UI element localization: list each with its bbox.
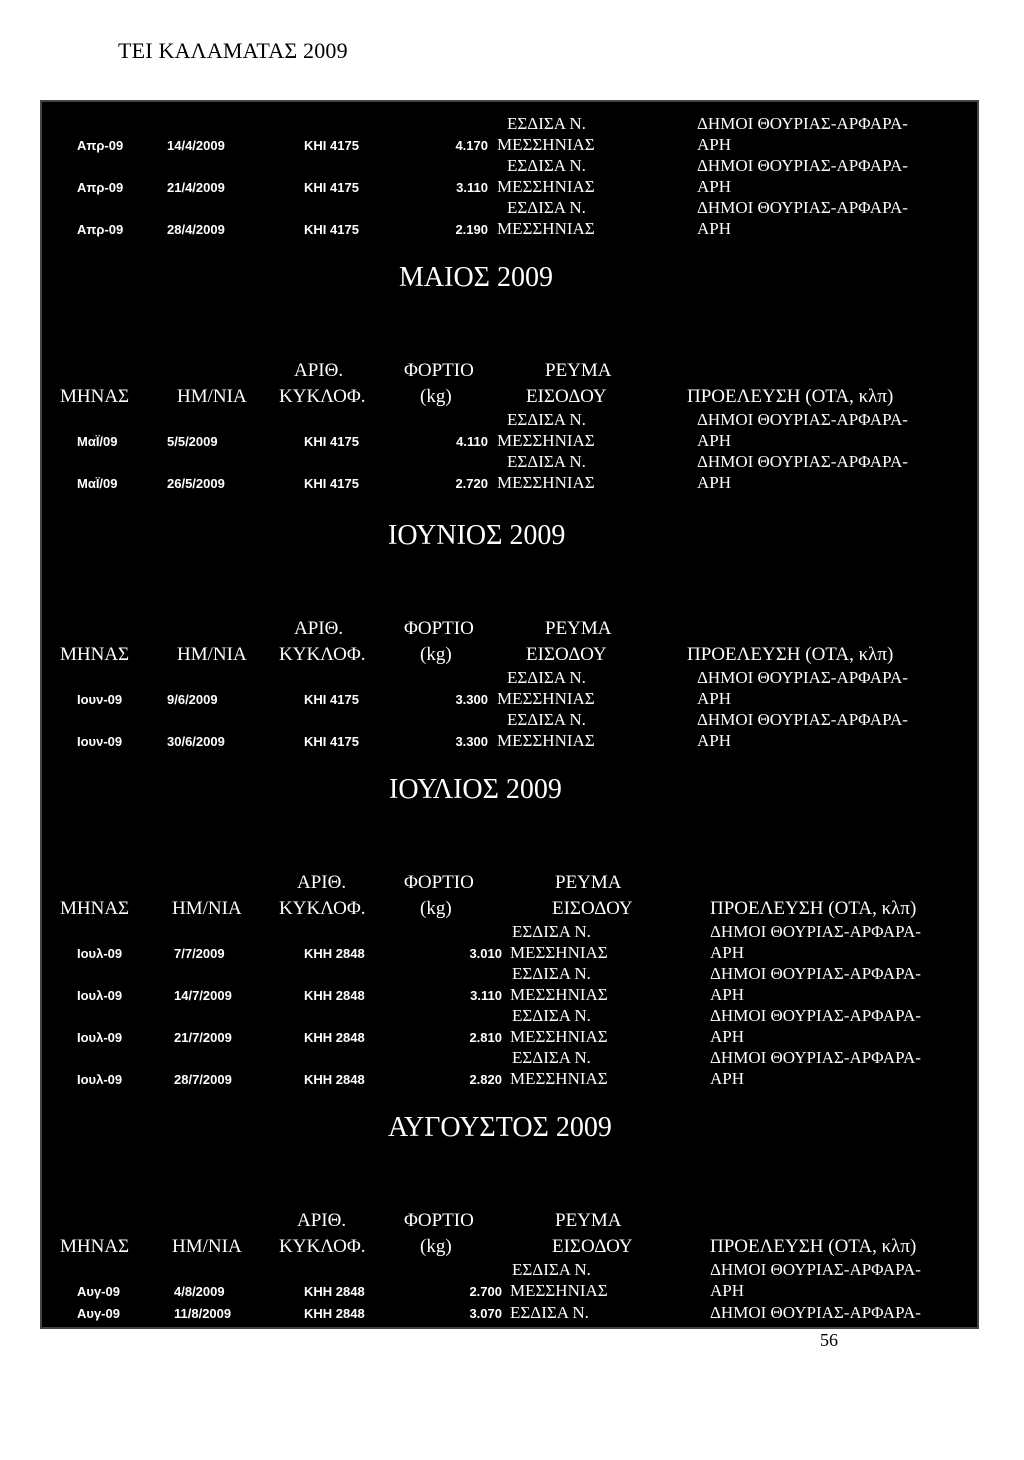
vehicle-header-bottom: ΚΥΚΛΟΦ. — [279, 386, 366, 407]
stream-bottom: ΜΕΣΣΗΝΙΑΣ — [497, 135, 595, 154]
load-cell: 4.110 — [456, 434, 488, 449]
stream-header-bottom: ΕΙΣΟΔΟΥ — [526, 386, 607, 407]
origin-top: ΔΗΜΟΙ ΘΟΥΡΙΑΣ-ΑΡΦΑΡΑ- — [710, 964, 921, 983]
vehicle-cell: ΚΗΗ 2848 — [304, 946, 365, 961]
load-cell: 3.110 — [456, 180, 488, 195]
origin-top: ΔΗΜΟΙ ΘΟΥΡΙΑΣ-ΑΡΦΑΡΑ- — [697, 114, 908, 133]
load-cell: 2.820 — [469, 1072, 502, 1087]
origin-top: ΔΗΜΟΙ ΘΟΥΡΙΑΣ-ΑΡΦΑΡΑ- — [697, 410, 908, 429]
date-cell: 26/5/2009 — [167, 476, 225, 491]
vehicle-cell: ΚΗΙ 4175 — [304, 734, 359, 749]
page-number: 56 — [820, 1330, 838, 1350]
load-header-top: ΦΟΡΤΙΟ — [404, 618, 474, 639]
stream-bottom: ΜΕΣΣΗΝΙΑΣ — [497, 431, 595, 450]
stream-top: ΕΣΔΙΣΑ Ν. — [507, 114, 586, 133]
load-header-top: ΦΟΡΤΙΟ — [404, 1210, 474, 1231]
stream-bottom: ΜΕΣΣΗΝΙΑΣ — [497, 689, 595, 708]
month-header: ΜΗΝΑΣ — [60, 386, 130, 407]
date-cell: 21/7/2009 — [174, 1030, 232, 1045]
month-header: ΜΗΝΑΣ — [60, 1236, 130, 1257]
load-cell: 3.110 — [470, 988, 502, 1003]
vehicle-cell: ΚΗΙ 4175 — [304, 138, 359, 153]
load-cell: 3.300 — [455, 692, 488, 707]
origin-top: ΔΗΜΟΙ ΘΟΥΡΙΑΣ-ΑΡΦΑΡΑ- — [710, 1006, 921, 1025]
load-cell: 4.170 — [455, 138, 488, 153]
vehicle-header-top: ΑΡΙΘ. — [294, 618, 344, 639]
section-title: ΜΑΙΟΣ 2009 — [399, 262, 553, 293]
stream-top: ΕΣΔΙΣΑ Ν. — [507, 710, 586, 729]
load-cell: 3.010 — [469, 946, 502, 961]
section-title: ΙΟΥΛΙΟΣ 2009 — [389, 774, 562, 805]
date-cell: 28/4/2009 — [167, 222, 225, 237]
stream-header-top: ΡΕΥΜΑ — [545, 360, 612, 381]
origin-bottom: ΑΡΗ — [697, 689, 732, 708]
origin-bottom: ΑΡΗ — [710, 985, 745, 1004]
stream-top: ΕΣΔΙΣΑ Ν. — [512, 1006, 591, 1025]
month-cell: Απρ-09 — [77, 138, 124, 153]
origin-bottom: ΑΡΗ — [697, 135, 732, 154]
origin-top: ΔΗΜΟΙ ΘΟΥΡΙΑΣ-ΑΡΦΑΡΑ- — [697, 156, 908, 175]
page-header: ΤΕΙ ΚΑΛΑΜΑΤΑΣ 2009 — [118, 38, 348, 63]
date-cell: 9/6/2009 — [167, 692, 218, 707]
stream-header-bottom: ΕΙΣΟΔΟΥ — [526, 644, 607, 665]
stream-top: ΕΣΔΙΣΑ Ν. — [507, 452, 586, 471]
load-header-top: ΦΟΡΤΙΟ — [404, 360, 474, 381]
stream-top: ΕΣΔΙΣΑ Ν. — [507, 198, 586, 217]
month-cell: Ιουλ-09 — [77, 1072, 123, 1087]
stream-top: ΕΣΔΙΣΑ Ν. — [507, 156, 586, 175]
vehicle-cell: ΚΗΗ 2848 — [304, 1072, 365, 1087]
load-cell: 3.300 — [455, 734, 488, 749]
stream-top: ΕΣΔΙΣΑ Ν. — [507, 410, 586, 429]
month-header: ΜΗΝΑΣ — [60, 644, 130, 665]
load-cell: 3.070 — [469, 1306, 502, 1321]
origin-top: ΔΗΜΟΙ ΘΟΥΡΙΑΣ-ΑΡΦΑΡΑ- — [710, 922, 921, 941]
origin-bottom: ΑΡΗ — [697, 473, 732, 492]
date-header: ΗΜ/ΝΙΑ — [172, 898, 242, 919]
load-header-bottom: (kg) — [420, 1236, 452, 1257]
month-cell: Ιουν-09 — [77, 734, 123, 749]
section-title: ΑΥΓΟΥΣΤΟΣ 2009 — [388, 1112, 612, 1143]
date-cell: 30/6/2009 — [167, 734, 225, 749]
load-header-bottom: (kg) — [420, 898, 452, 919]
stream-bottom: ΜΕΣΣΗΝΙΑΣ — [510, 1069, 608, 1088]
month-cell: Απρ-09 — [77, 222, 124, 237]
stream-bottom: ΕΣΔΙΣΑ Ν. — [510, 1303, 589, 1322]
origin-header: ΠΡΟΕΛΕΥΣΗ (ΟΤΑ, κλπ) — [687, 386, 894, 407]
origin-bottom: ΑΡΗ — [697, 731, 732, 750]
month-cell: ΜαΪ/09 — [77, 476, 118, 491]
stream-bottom: ΜΕΣΣΗΝΙΑΣ — [497, 473, 595, 492]
month-cell: Αυγ-09 — [77, 1306, 120, 1321]
stream-header-bottom: ΕΙΣΟΔΟΥ — [552, 898, 633, 919]
date-cell: 28/7/2009 — [174, 1072, 232, 1087]
date-header: ΗΜ/ΝΙΑ — [177, 644, 247, 665]
vehicle-cell: ΚΗΗ 2848 — [304, 1284, 365, 1299]
month-cell: Ιουν-09 — [77, 692, 123, 707]
stream-bottom: ΜΕΣΣΗΝΙΑΣ — [510, 985, 608, 1004]
vehicle-cell: ΚΗΗ 2848 — [304, 1030, 365, 1045]
vehicle-header-bottom: ΚΥΚΛΟΦ. — [279, 644, 366, 665]
vehicle-header-bottom: ΚΥΚΛΟΦ. — [279, 898, 366, 919]
stream-header-top: ΡΕΥΜΑ — [555, 1210, 622, 1231]
load-cell: 2.810 — [469, 1030, 502, 1045]
origin-bottom: ΑΡΗ — [710, 1069, 745, 1088]
month-cell: Ιουλ-09 — [77, 988, 123, 1003]
load-cell: 2.700 — [469, 1284, 502, 1299]
date-header: ΗΜ/ΝΙΑ — [177, 386, 247, 407]
vehicle-cell: ΚΗΙ 4175 — [304, 180, 359, 195]
date-cell: 14/7/2009 — [174, 988, 232, 1003]
origin-header: ΠΡΟΕΛΕΥΣΗ (ΟΤΑ, κλπ) — [710, 898, 917, 919]
stream-top: ΕΣΔΙΣΑ Ν. — [512, 964, 591, 983]
origin-top: ΔΗΜΟΙ ΘΟΥΡΙΑΣ-ΑΡΦΑΡΑ- — [697, 452, 908, 471]
origin-bottom: ΑΡΗ — [697, 431, 732, 450]
stream-header-top: ΡΕΥΜΑ — [555, 872, 622, 893]
origin-header: ΠΡΟΕΛΕΥΣΗ (ΟΤΑ, κλπ) — [710, 1236, 917, 1257]
vehicle-cell: ΚΗΗ 2848 — [304, 988, 365, 1003]
origin-bottom: ΑΡΗ — [710, 1281, 745, 1300]
vehicle-header-top: ΑΡΙΘ. — [297, 872, 347, 893]
load-cell: 2.190 — [455, 222, 488, 237]
date-header: ΗΜ/ΝΙΑ — [172, 1236, 242, 1257]
date-cell: 7/7/2009 — [174, 946, 225, 961]
vehicle-cell: ΚΗΗ 2848 — [304, 1306, 365, 1321]
origin-top: ΔΗΜΟΙ ΘΟΥΡΙΑΣ-ΑΡΦΑΡΑ- — [697, 198, 908, 217]
vehicle-header-top: ΑΡΙΘ. — [294, 360, 344, 381]
origin-bottom: ΑΡΗ — [697, 177, 732, 196]
vehicle-cell: ΚΗΙ 4175 — [304, 222, 359, 237]
stream-header-top: ΡΕΥΜΑ — [545, 618, 612, 639]
stream-top: ΕΣΔΙΣΑ Ν. — [507, 668, 586, 687]
stream-bottom: ΜΕΣΣΗΝΙΑΣ — [497, 177, 595, 196]
month-cell: Ιουλ-09 — [77, 1030, 123, 1045]
month-cell: ΜαΪ/09 — [77, 434, 118, 449]
origin-top: ΔΗΜΟΙ ΘΟΥΡΙΑΣ-ΑΡΦΑΡΑ- — [697, 710, 908, 729]
month-cell: Ιουλ-09 — [77, 946, 123, 961]
origin-top: ΔΗΜΟΙ ΘΟΥΡΙΑΣ-ΑΡΦΑΡΑ- — [697, 668, 908, 687]
section-title: ΙΟΥΝΙΟΣ 2009 — [388, 520, 566, 551]
load-cell: 2.720 — [455, 476, 488, 491]
date-cell: 14/4/2009 — [167, 138, 225, 153]
vehicle-cell: ΚΗΙ 4175 — [304, 434, 359, 449]
date-cell: 4/8/2009 — [174, 1284, 225, 1299]
load-header-top: ΦΟΡΤΙΟ — [404, 872, 474, 893]
vehicle-cell: ΚΗΙ 4175 — [304, 476, 359, 491]
stream-bottom: ΜΕΣΣΗΝΙΑΣ — [510, 1281, 608, 1300]
stream-bottom: ΜΕΣΣΗΝΙΑΣ — [510, 1027, 608, 1046]
origin-bottom: ΔΗΜΟΙ ΘΟΥΡΙΑΣ-ΑΡΦΑΡΑ- — [710, 1303, 921, 1322]
origin-bottom: ΑΡΗ — [697, 219, 732, 238]
stream-top: ΕΣΔΙΣΑ Ν. — [512, 1260, 591, 1279]
month-cell: Αυγ-09 — [77, 1284, 120, 1299]
month-header: ΜΗΝΑΣ — [60, 898, 130, 919]
stream-bottom: ΜΕΣΣΗΝΙΑΣ — [497, 219, 595, 238]
date-cell: 21/4/2009 — [167, 180, 225, 195]
stream-bottom: ΜΕΣΣΗΝΙΑΣ — [510, 943, 608, 962]
stream-top: ΕΣΔΙΣΑ Ν. — [512, 922, 591, 941]
records-sheet — [40, 100, 979, 1329]
origin-bottom: ΑΡΗ — [710, 1027, 745, 1046]
vehicle-header-top: ΑΡΙΘ. — [297, 1210, 347, 1231]
stream-top: ΕΣΔΙΣΑ Ν. — [512, 1048, 591, 1067]
date-cell: 11/8/2009 — [174, 1306, 232, 1321]
stream-bottom: ΜΕΣΣΗΝΙΑΣ — [497, 731, 595, 750]
origin-top: ΔΗΜΟΙ ΘΟΥΡΙΑΣ-ΑΡΦΑΡΑ- — [710, 1260, 921, 1279]
vehicle-header-bottom: ΚΥΚΛΟΦ. — [279, 1236, 366, 1257]
origin-header: ΠΡΟΕΛΕΥΣΗ (ΟΤΑ, κλπ) — [687, 644, 894, 665]
origin-bottom: ΑΡΗ — [710, 943, 745, 962]
date-cell: 5/5/2009 — [167, 434, 218, 449]
load-header-bottom: (kg) — [420, 386, 452, 407]
origin-top: ΔΗΜΟΙ ΘΟΥΡΙΑΣ-ΑΡΦΑΡΑ- — [710, 1048, 921, 1067]
month-cell: Απρ-09 — [77, 180, 124, 195]
load-header-bottom: (kg) — [420, 644, 452, 665]
stream-header-bottom: ΕΙΣΟΔΟΥ — [552, 1236, 633, 1257]
vehicle-cell: ΚΗΙ 4175 — [304, 692, 359, 707]
